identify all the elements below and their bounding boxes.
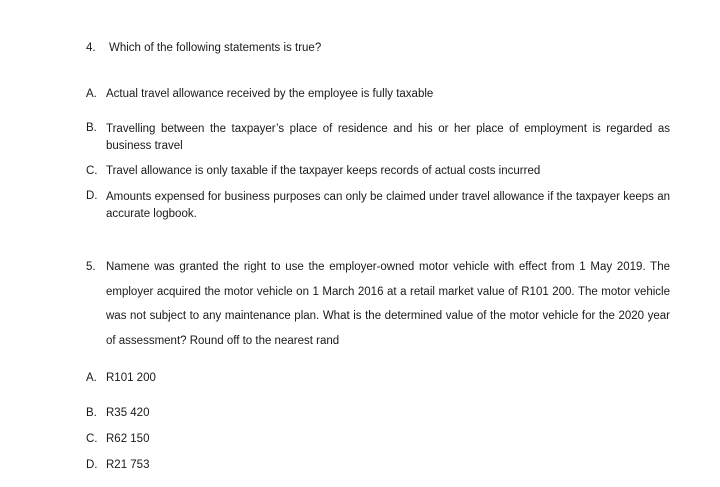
q5-option-b-text: R35 420: [106, 407, 150, 419]
q5-option-a-letter: A.: [86, 372, 97, 384]
q5-option-c-text: R62 150: [106, 433, 150, 445]
q5-option-b-letter: B.: [86, 407, 97, 419]
q5-option-a-text: R101 200: [106, 372, 156, 384]
question-4-number: 4.: [86, 42, 96, 54]
question-5-text: Namene was granted the right to use the employer-owned motor vehicle with effect from 1 May 2019. The employer acquired the motor vehicle on 1 March 2016 at a retail market value of R101 200. The motor vehicle was not subject to any maintenance plan. What is the determined value of the motor vehicle for the 2020 year of assessment? Round off to the nearest rand: [106, 261, 670, 347]
q4-option-a-letter: A.: [86, 88, 97, 100]
q5-option-d-letter: D.: [86, 459, 98, 471]
q5-option-d-text: R21 753: [106, 459, 150, 471]
q4-option-d-letter: D.: [86, 190, 98, 202]
question-4-text: Which of the following statements is true?: [109, 42, 322, 54]
q4-option-c-letter: C.: [86, 165, 98, 177]
q4-option-c-text: Travel allowance is only taxable if the taxpayer keeps records of actual costs incurred: [106, 165, 541, 177]
q4-option-a-text: Actual travel allowance received by the employee is fully taxable: [106, 88, 434, 100]
q4-option-b-text: Travelling between the taxpayer’s place of residence and his or her place of employment is regarded as business travel: [106, 123, 670, 152]
question-5-number: 5.: [86, 261, 96, 273]
q4-option-d-text: Amounts expensed for business purposes can only be claimed under travel allowance if the taxpayer keeps an accurate logbook.: [106, 191, 670, 220]
q4-option-b-letter: B.: [86, 122, 97, 134]
q5-option-c-letter: C.: [86, 433, 98, 445]
